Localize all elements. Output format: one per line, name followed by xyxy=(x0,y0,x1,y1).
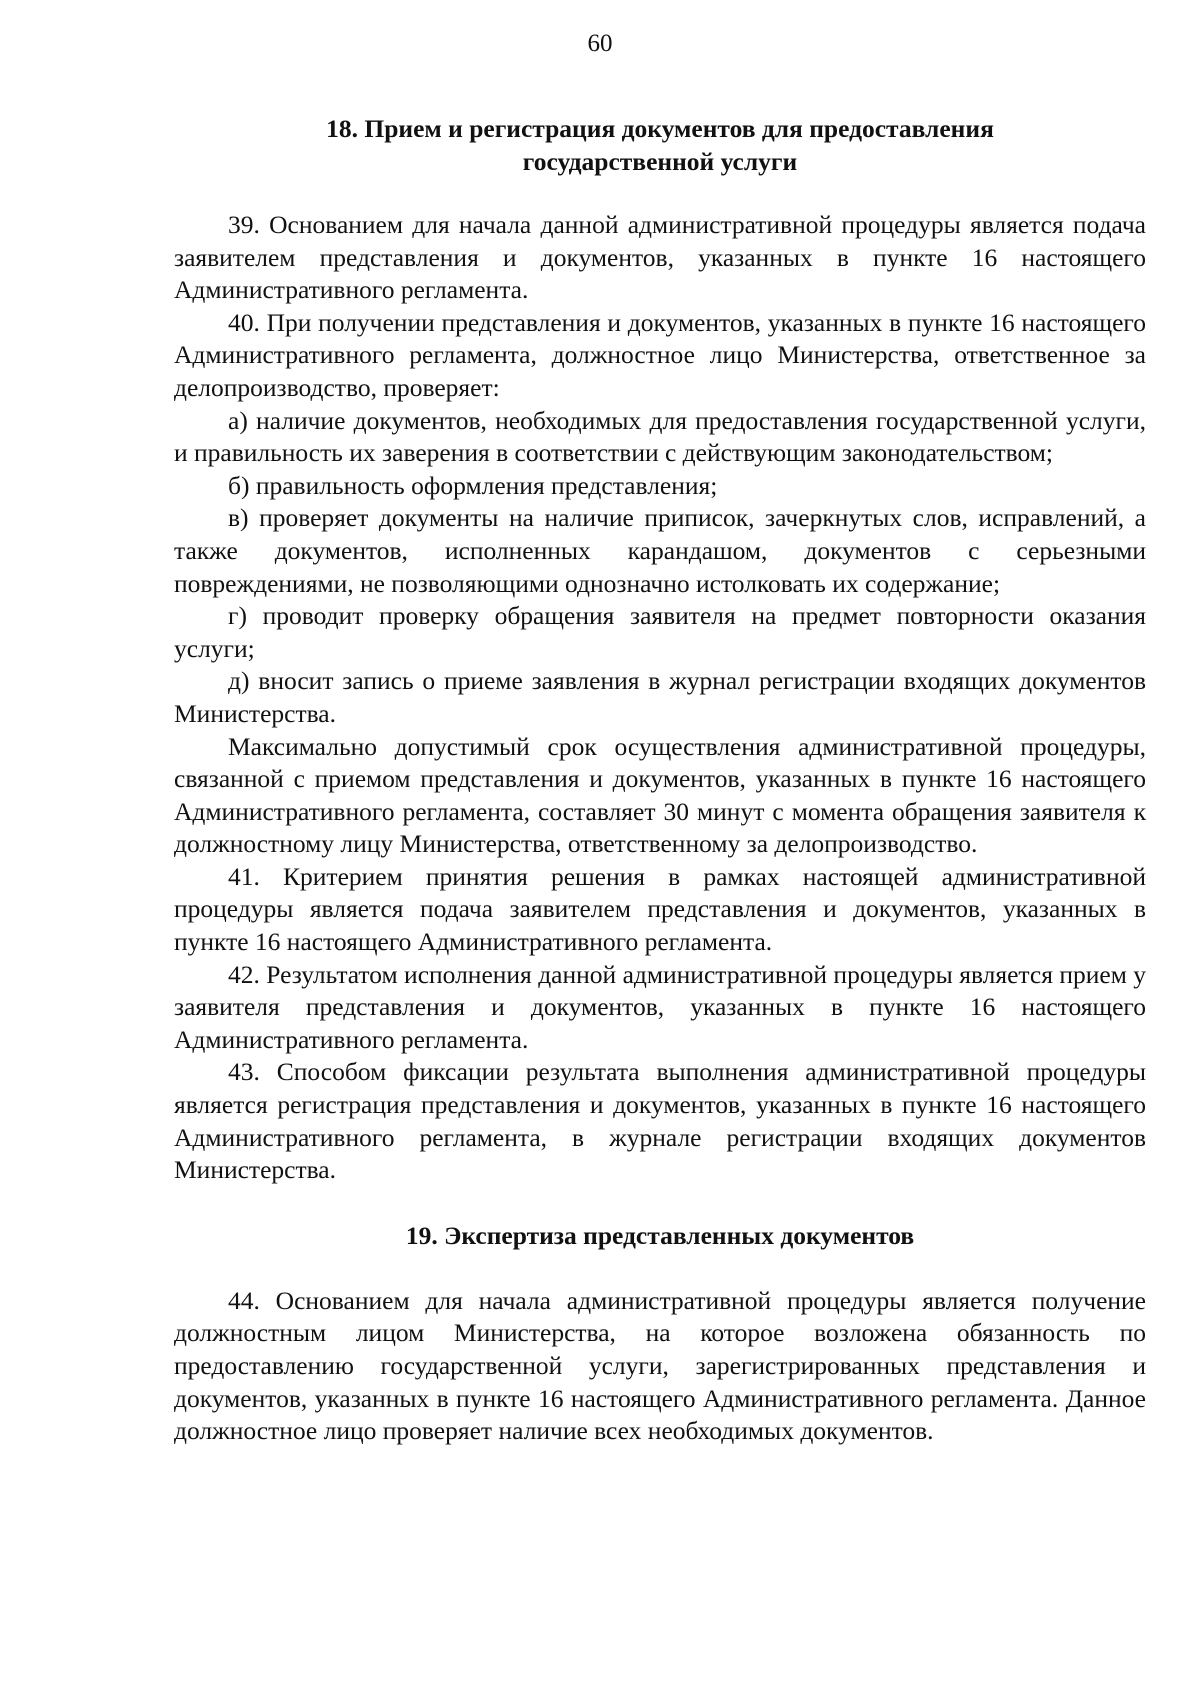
paragraph-40-item-a: а) наличие документов, необходимых для предоставления государственной услуги, и правильность их заверения в соответствии с действующим законодательством; xyxy=(174,405,1146,468)
paragraph-40-item-b: б) правильность оформления представления; xyxy=(228,470,718,500)
paragraph-40-item-v: в) проверяет документы на наличие приписок, зачеркнутых слов, исправлений, а также документов, исполненных карандашом, документов с серьезными повреждениями, не позволяющими однозначно истолковать их содержание; xyxy=(174,503,1146,598)
section-18-heading xyxy=(174,112,1146,178)
paragraph-40-item-d: д) вносит запись о приеме заявления в журнал регистрации входящих документов Министерства. xyxy=(174,666,1146,728)
paragraph-42: 42. Результатом исполнения данной административной процедуры является прием у заявителя представления и документов, указанных в пункте 16 настоящего Административного регламента. xyxy=(174,959,1146,1054)
paragraph-40-item-g: г) проводит проверку обращения заявителя на предмет повторности оказания услуги; xyxy=(174,601,1146,663)
section-18-heading-line-1: 18. Прием и регистрация документов для предоставления xyxy=(326,114,994,143)
paragraph-44: 44. Основанием для начала административной процедуры является получение должностным лицом Министерства, на которое возложена обязанность по предоставлению государственной услуги, зарегистрированных представления и документов, указанных в пункте 16 настоящего Административного регламента. Данное должностное лицо проверяет наличие всех необходимых документов. xyxy=(174,1285,1146,1446)
paragraph-max-time: Максимально допустимый срок осуществления административной процедуры, связанной с приемом представления и документов, указанных в пункте 16 настоящего Административного регламента, составляет 30 минут с момента обращения заявителя к должностному лицу Министерства, ответственному за делопроизводство. xyxy=(174,731,1146,859)
section-19-heading: 19. Экспертиза представленных документов xyxy=(405,1220,915,1250)
paragraph-41: 41. Критерием принятия решения в рамках настоящей административной процедуры является подача заявителем представления и документов, указанных в пункте 16 настоящего Административного регламента. xyxy=(174,861,1146,957)
paragraph-39: 39. Основанием для начала данной административной процедуры является подача заявителем представления и документов, указанных в пункте 16 настоящего Административного регламента. xyxy=(174,210,1146,305)
paragraph-40: 40. При получении представления и документов, указанных в пункте 16 настоящего Административного регламента, должностное лицо Министерства, ответственное за делопроизводство, проверяет: xyxy=(174,307,1146,402)
document-body xyxy=(174,112,1146,1448)
paragraph-43: 43. Способом фиксации результата выполнения административной процедуры является регистрация представления и документов, указанных в пункте 16 настоящего Административного регламента, в журнале регистрации входящих документов Министерства. xyxy=(174,1057,1146,1185)
page-number: 60 xyxy=(587,30,613,57)
section-18-heading-line-2: государственной услуги xyxy=(522,147,798,176)
